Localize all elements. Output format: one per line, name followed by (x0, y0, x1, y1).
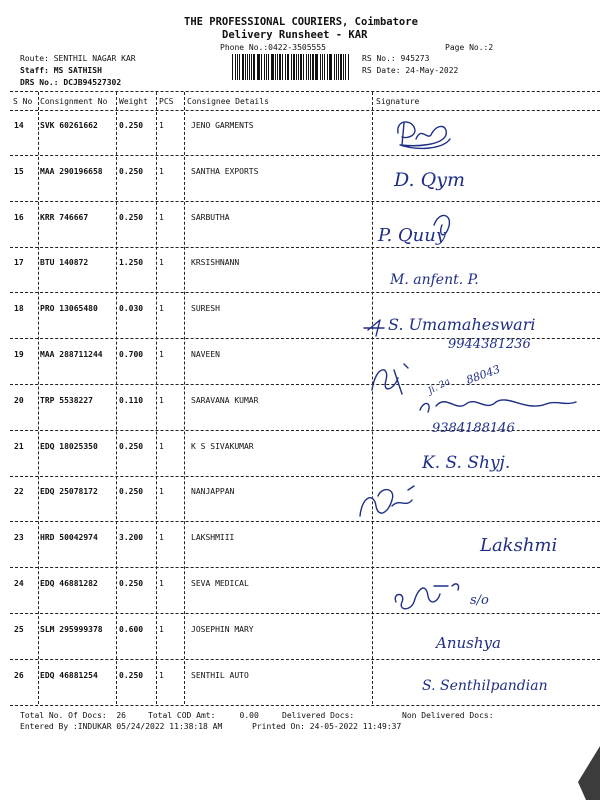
page-number: Page No.:2 (445, 43, 494, 52)
runsheet-title: Delivery Runsheet - KAR (222, 29, 368, 41)
consignment-number: HRD 50042974 (40, 533, 98, 543)
consignee-name: SENTHIL AUTO (191, 670, 249, 680)
printed-on: Printed On: 24-05-2022 11:49:37 (252, 722, 402, 731)
signature-row-21 (420, 444, 540, 478)
consignment-number: MAA 290196658 (40, 166, 103, 176)
weight: 3.200 (119, 533, 144, 543)
signature-row-22 (352, 478, 442, 526)
column-header-weight: Weight (119, 97, 148, 106)
column-header-consignee: Consignee Details (187, 97, 269, 106)
serial-number: 22 (14, 487, 24, 497)
pieces: 1 (159, 395, 164, 405)
weight: 0.700 (119, 350, 144, 359)
serial-number: 20 (14, 395, 24, 405)
barcode (232, 54, 350, 80)
signature-row-15 (392, 160, 482, 200)
consignment-number: EDQ 25078172 (40, 487, 98, 497)
staff: Staff: MS SATHISH (20, 66, 102, 75)
consignee-name: NANJAPPAN (191, 487, 235, 497)
svg-text:Lakshmi: Lakshmi (480, 535, 558, 556)
weight: 0.250 (119, 579, 144, 588)
serial-number: 14 (14, 121, 24, 130)
svg-text:M. anfent. P.: M. anfent. P. (390, 272, 479, 288)
consignee-name: JOSEPHIN MARY (191, 624, 254, 634)
weight: 0.110 (119, 395, 144, 405)
serial-number: 24 (14, 579, 24, 588)
weight: 0.250 (119, 670, 144, 680)
signature-row-18 (362, 306, 600, 356)
svg-text:Anushya: Anushya (436, 634, 501, 652)
consignee-name: SARAVANA KUMAR (191, 395, 259, 405)
row-divider (10, 705, 600, 706)
consignee-name: LAKSHMIII (191, 533, 235, 543)
weight: 0.250 (119, 212, 144, 222)
consignment-number: EDQ 46881254 (40, 670, 98, 680)
table-row (10, 111, 600, 156)
pieces: 1 (159, 212, 164, 222)
serial-number: 25 (14, 624, 24, 634)
signature-row-14 (388, 115, 458, 157)
signature-row-20 (416, 390, 600, 440)
weight: 0.250 (119, 166, 144, 176)
table-row (10, 157, 600, 202)
pieces: 1 (159, 166, 164, 176)
pieces: 1 (159, 533, 164, 543)
phone-number: Phone No.:0422-3505555 (220, 43, 326, 52)
consignee-name: SANTHA EXPORTS (191, 166, 259, 176)
route: Route: SENTHIL NAGAR KAR (20, 54, 136, 63)
rs-number: RS No.: 945273 (362, 54, 430, 63)
consignment-number: KRR 746667 (40, 212, 89, 222)
consignee-name: NAVEEN (191, 350, 220, 359)
pieces: 1 (159, 670, 164, 680)
rs-date: RS Date: 24-May-2022 (362, 66, 459, 75)
pieces: 1 (159, 579, 164, 588)
svg-text:S. Umamaheswari: S. Umamaheswari (388, 315, 536, 334)
svg-text:S. Senthilpandian: S. Senthilpandian (422, 678, 548, 694)
signature-row-23 (478, 525, 598, 561)
signature-row-16 (374, 205, 484, 250)
pieces: 1 (159, 487, 164, 497)
serial-number: 16 (14, 212, 24, 222)
pieces: 1 (159, 350, 164, 359)
svg-text:D. Qym: D. Qym (394, 169, 465, 191)
table-row (10, 203, 600, 248)
signature-row-17 (388, 262, 508, 296)
serial-number: 18 (14, 304, 24, 314)
svg-text:P. Quuy: P. Quuy (378, 225, 447, 246)
serial-number: 26 (14, 670, 24, 680)
table-top-divider (10, 91, 600, 92)
consignment-number: MAA 288711244 (40, 350, 103, 359)
consignee-name: KRSISHNANN (191, 258, 240, 268)
pieces: 1 (159, 624, 164, 634)
weight: 0.600 (119, 624, 144, 634)
weight: 0.250 (119, 487, 144, 497)
weight: 0.250 (119, 441, 144, 451)
total-docs: Total No. Of Docs: 26 (20, 711, 126, 720)
consignee-name: SARBUTHA (191, 212, 230, 222)
table-row (10, 477, 600, 522)
drs-number: DRS No.: DCJB94527302 (20, 78, 122, 87)
svg-text:9384188146: 9384188146 (432, 421, 515, 436)
svg-text:K. S. Shyj.: K. S. Shyj. (422, 453, 511, 473)
consignee-name: JENO GARMENTS (191, 121, 254, 130)
consignment-number: SVK 60261662 (40, 121, 98, 130)
svg-text:9944381236: 9944381236 (448, 337, 531, 352)
serial-number: 15 (14, 166, 24, 176)
consignment-number: EDQ 18025350 (40, 441, 98, 451)
signature-row-24 (390, 572, 530, 620)
table-row (10, 248, 600, 293)
signature-row-25 (432, 620, 552, 660)
svg-text:88043: 88043 (464, 362, 502, 387)
serial-number: 23 (14, 533, 24, 543)
signature-row-26 (420, 668, 600, 702)
consignee-name: K S SIVAKUMAR (191, 441, 254, 451)
column-header-signature: Signature (376, 97, 420, 106)
svg-text:Ji. 2a: Ji. 2a (426, 376, 452, 397)
company-name: THE PROFESSIONAL COURIERS, Coimbatore (184, 16, 418, 28)
consignment-number: SLM 295999378 (40, 624, 103, 634)
consignee-name: SEVA MEDICAL (191, 579, 249, 588)
total-cod-amount: Total COD Amt: 0.00 (148, 711, 259, 720)
delivered-docs: Delivered Docs: (282, 711, 355, 720)
non-delivered-docs: Non Delivered Docs: (402, 711, 494, 720)
pieces: 1 (159, 304, 164, 314)
svg-text:s/o: s/o (470, 593, 489, 608)
column-header-consignment: Consignment No (40, 97, 108, 106)
column-header-pcs: PCS (159, 97, 174, 106)
pieces: 1 (159, 121, 164, 130)
serial-number: 17 (14, 258, 24, 268)
scan-fold-mark (560, 742, 600, 800)
weight: 0.250 (119, 121, 144, 130)
consignment-number: TRP 5538227 (40, 395, 93, 405)
weight: 0.030 (119, 304, 144, 314)
weight: 1.250 (119, 258, 144, 268)
serial-number: 21 (14, 441, 24, 451)
consignment-number: EDQ 46881282 (40, 579, 98, 588)
pieces: 1 (159, 441, 164, 451)
entered-by: Entered By :INDUKAR 05/24/2022 11:38:18 AM (20, 722, 223, 731)
consignment-number: BTU 140872 (40, 258, 89, 268)
pieces: 1 (159, 258, 164, 268)
serial-number: 19 (14, 350, 24, 359)
column-header-sno: S No (13, 97, 33, 106)
consignee-name: SURESH (191, 304, 220, 314)
consignment-number: PRO 13065480 (40, 304, 98, 314)
